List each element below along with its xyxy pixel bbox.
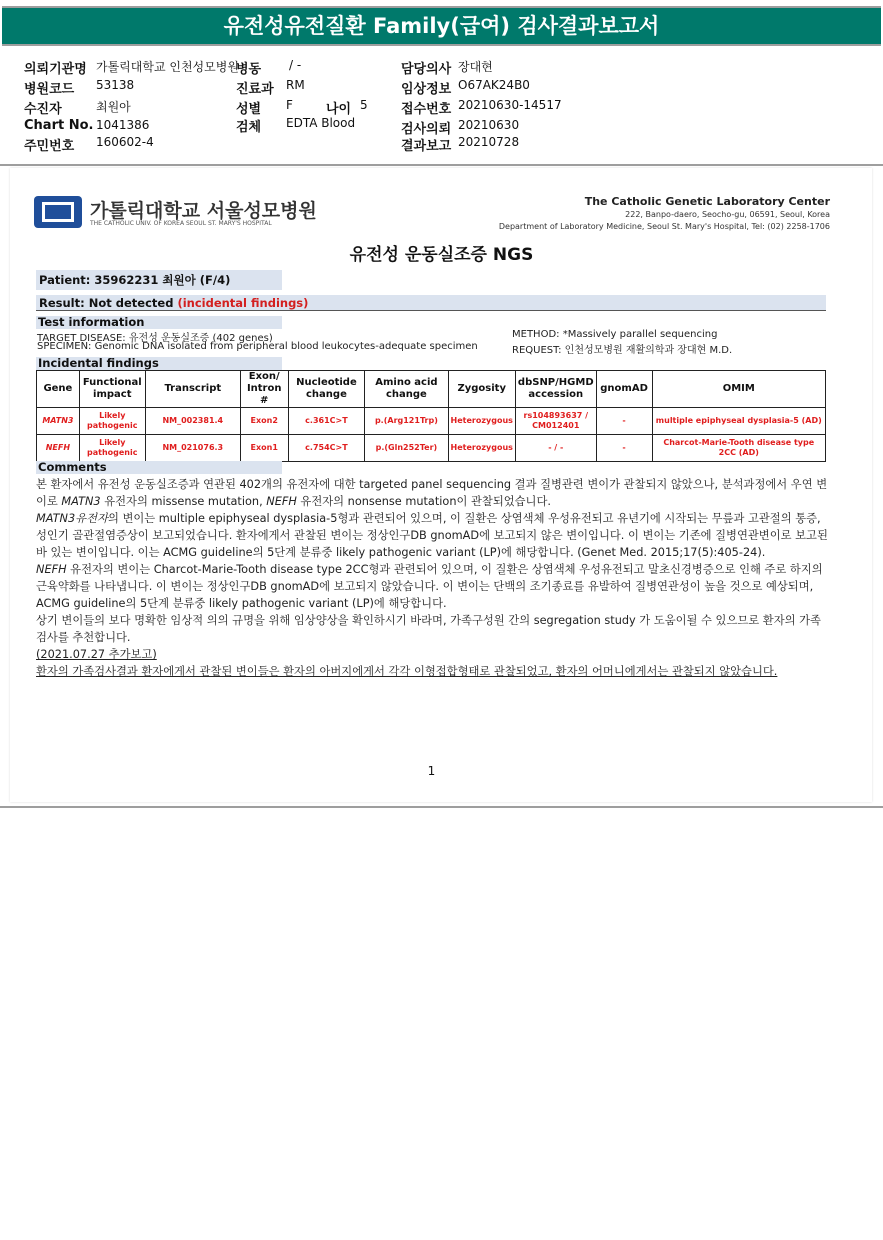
comments-body [36, 476, 828, 680]
department-value: RM [286, 78, 305, 92]
hospital-name-en: THE CATHOLIC UNIV. OF KOREA SEOUL ST. MARY'S HOSPITAL [90, 220, 272, 227]
report-title: 유전성 운동실조증 NGS [349, 245, 534, 265]
target-disease: TARGET DISEASE: 유전성 운동실조증 (402 genes) [37, 333, 273, 344]
method-info: METHOD: *Massively parallel sequencing [512, 329, 718, 340]
accession-cell: - / - [515, 435, 596, 462]
hospital-name-kr: 가톨릭대학교 서울성모병원 [90, 200, 317, 222]
comment-text: 의 변이는 multiple epiphyseal dysplasia-5형과 관련되어 있으며, 이 질환은 상염색체 우성유전되고 유년기에 시작되는 무릎과 고관절의 통증, 성인기 골관절염증상이 보고되었습니다. 환자에게서 관찰된 변이는 정상인구DB gnomAD에 보고되지 않은 변이입니다. 이 변이는 기존에 질병연관변이로 보고된 바 있는 변이입니다. 이는 ACMG guideline의 5단계 분류중 likely pathogenic variant (LP)에 해당합니다. (Genet Med. 2015;17(5):405-24). [36, 512, 828, 559]
nucleotide-cell: c.754C>T [288, 435, 365, 462]
omim-cell: multiple epiphyseal dysplasia-5 (AD) [652, 408, 825, 435]
page-divider [0, 806, 883, 808]
exon-cell: Exon1 [240, 435, 288, 462]
receipt-no-value: 20210630-14517 [458, 98, 562, 112]
lab-department: Department of Laboratory Medicine, Seoul St. Mary's Hospital, Tel: (02) 2258-1706 [498, 222, 830, 231]
comment-text: 유전자의 변이는 Charcot-Marie-Tooth disease type 2CC형과 관련되어 있으며, 이 질환은 상염색체 우성유전되고 말초신경병증으로 인해 주로 하지의 근육약화를 나타냅니다. 이 변이는 정상인구DB gnomAD에 보고되지 않았습니다. 이 변이는 단백의 조기종료를 유발하여 질병연관성이 높을 것으로 예상되며, ACMG guideline의 5단계 분류중 likely pathogenic variant (LP)에 해당합니다. [36, 563, 823, 610]
patient-name-value: 최원아 [96, 100, 131, 114]
doctor-value: 장대현 [458, 60, 493, 74]
page-number: 1 [427, 764, 436, 778]
comment-text: 유전자의 nonsense mutation이 관찰되었습니다. [296, 495, 551, 508]
comment-paragraph [36, 476, 828, 510]
header-divider [0, 164, 883, 166]
impact-cell: Likely pathogenic [79, 408, 145, 435]
zygosity-cell: Heterozygous [448, 435, 515, 462]
clinical-info-value: O67AK24B0 [458, 78, 530, 92]
column-header: OMIM [652, 371, 825, 408]
id-no-label: 주민번호 [24, 139, 75, 154]
comment-text: 유전자의 missense mutation, [100, 495, 267, 508]
comment-text: 본 환자에서 유전성 운동실조증과 연관된 402개의 유전자에 대한 targeted panel sequencing 결과 질병관련 변이가 관찰되지 않았으나, 분석과정에서 우연 변이로 [36, 478, 828, 508]
gene-name: NEFH [266, 495, 297, 508]
receipt-no-label: 접수번호 [401, 102, 452, 117]
result-line [36, 295, 826, 311]
gene-name: MATN3 [61, 495, 101, 508]
column-header: dbSNP/HGMD accession [515, 371, 596, 408]
institution-label: 의뢰기관명 [24, 62, 87, 77]
table-row [37, 408, 826, 435]
nucleotide-cell: c.361C>T [288, 408, 365, 435]
addendum-date: (2021.07.27 추가보고) [36, 648, 157, 661]
gene-cell: NEFH [37, 435, 80, 462]
department-label: 진료과 [236, 82, 274, 97]
report-date-label: 결과보고 [401, 139, 452, 154]
institution-value: 가톨릭대학교 인천성모병원 [96, 60, 239, 74]
hospital-code-label: 병원코드 [24, 82, 75, 97]
result-text: Result: Not detected [39, 296, 178, 310]
accession-cell: rs104893637 / CM012401 [515, 408, 596, 435]
column-header: Zygosity [448, 371, 515, 408]
patient-line: Patient: 35962231 최원아 (F/4) [36, 270, 282, 290]
column-header: Exon/ Intron # [240, 371, 288, 408]
comment-paragraph: 상기 변이들의 보다 명확한 임상적 의의 규명을 위해 임상양상을 확인하시기 바라며, 가족구성원 간의 segregation study 가 도움이될 수 있으므로 환자의 가족검사를 추천합니다. [36, 614, 821, 644]
impact-cell: Likely pathogenic [79, 435, 145, 462]
clinical-info-label: 임상정보 [401, 82, 452, 97]
ward-label: 병동 [236, 62, 262, 77]
chart-no-value: 1041386 [96, 118, 150, 132]
transcript-cell: NM_021076.3 [145, 435, 240, 462]
column-header: Functional impact [79, 371, 145, 408]
lab-title: The Catholic Genetic Laboratory Center [584, 195, 830, 208]
result-incidental: (incidental findings) [177, 296, 309, 310]
exon-cell: Exon2 [240, 408, 288, 435]
age-value: 5 [360, 98, 368, 112]
hospital-code-value: 53138 [96, 78, 135, 92]
request-info: REQUEST: 인천성모병원 재활의학과 장대현 M.D. [512, 345, 733, 356]
request-date-value: 20210630 [458, 118, 520, 132]
specimen-label: 검체 [236, 120, 262, 135]
hospital-logo-icon [34, 196, 82, 228]
comment-paragraph [36, 510, 828, 561]
column-header: Gene [37, 371, 80, 408]
column-header: Transcript [145, 371, 240, 408]
addendum-text: 환자의 가족검사결과 환자에게서 관찰된 변이들은 환자의 아버지에게서 각각 이형접합형태로 관찰되었고, 환자의 어머니에게서는 관찰되지 않았습니다. [36, 665, 778, 678]
column-header: Nucleotide change [288, 371, 365, 408]
gnomad-cell: - [596, 435, 652, 462]
table-header-row [37, 371, 826, 408]
gene-cell: MATN3 [37, 408, 80, 435]
zygosity-cell: Heterozygous [448, 408, 515, 435]
comment-paragraph [36, 561, 828, 612]
table-row [37, 435, 826, 462]
patient-name-label: 수진자 [24, 102, 62, 117]
request-date-label: 검사의뢰 [401, 122, 452, 137]
gene-name: MATN3유전자 [36, 512, 108, 525]
column-header: Amino acid change [365, 371, 448, 408]
lab-address: 222, Banpo-daero, Seocho-gu, 06591, Seoul, Korea [625, 210, 830, 219]
gene-name: NEFH [36, 563, 67, 576]
age-label: 나이 [326, 102, 352, 117]
findings-table [36, 370, 826, 462]
gnomad-cell: - [596, 408, 652, 435]
chart-no-label: Chart No. [24, 118, 94, 133]
omim-cell: Charcot-Marie-Tooth disease type 2CC (AD) [652, 435, 825, 462]
id-no-value: 160602-4 [96, 135, 154, 149]
report-header-title: 유전성유전질환 Family(급여) 검사결과보고서 [2, 6, 881, 46]
transcript-cell: NM_002381.4 [145, 408, 240, 435]
column-header: gnomAD [596, 371, 652, 408]
comments-heading: Comments [36, 461, 282, 474]
sex-value: F [286, 98, 293, 112]
sex-label: 성별 [236, 102, 262, 117]
doctor-label: 담당의사 [401, 62, 452, 77]
title-bar [0, 0, 883, 50]
report-date-value: 20210728 [458, 135, 520, 149]
specimen-info: SPECIMEN: Genomic DNA isolated from peripheral blood leukocytes-adequate specimen [37, 341, 478, 352]
amino-cell: p.(Gln252Ter) [365, 435, 448, 462]
test-info-heading: Test information [36, 316, 282, 329]
specimen-value: EDTA Blood [286, 116, 356, 130]
amino-cell: p.(Arg121Trp) [365, 408, 448, 435]
ward-value: / - [289, 58, 302, 72]
findings-heading: Incidental findings [36, 357, 282, 370]
